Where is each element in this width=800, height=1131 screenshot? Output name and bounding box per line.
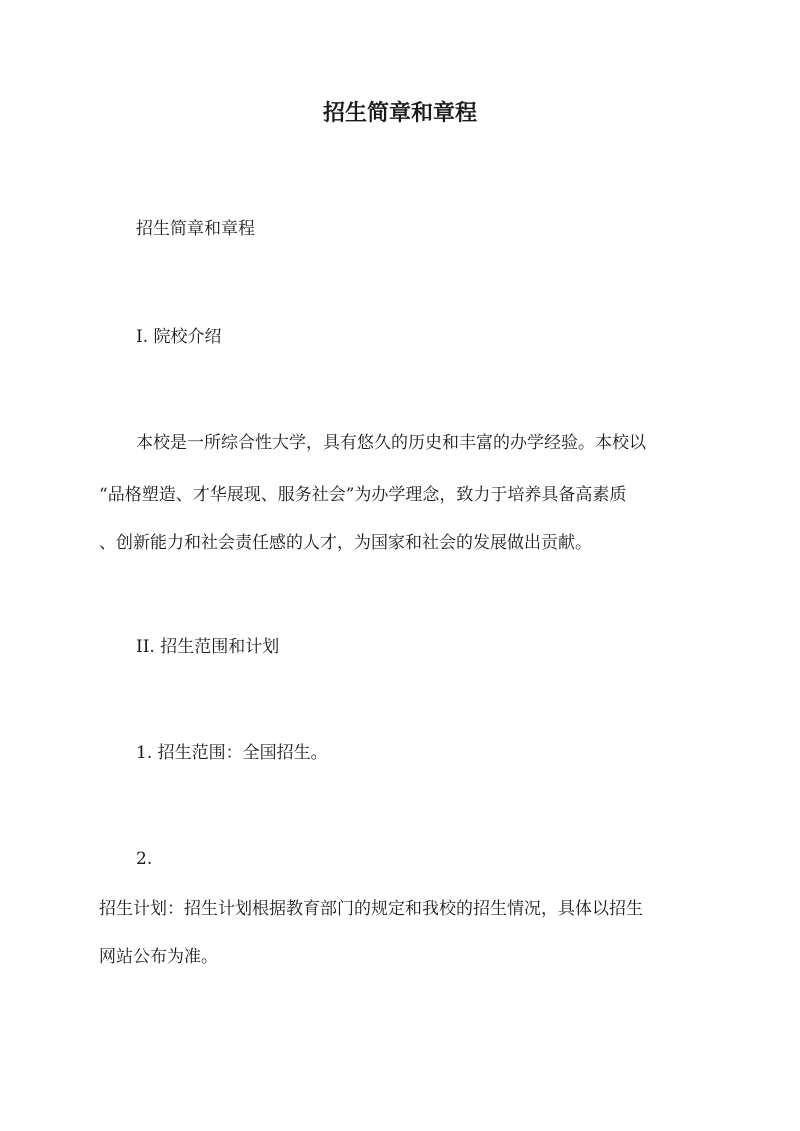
document-subtitle: 招生简章和章程 [136, 219, 255, 239]
document-title: 招生简章和章程 [322, 100, 477, 126]
section-2-heading: II. 招生范围和计划 [136, 637, 280, 657]
section-1-heading: I. 院校介绍 [136, 327, 222, 347]
section-2-item-2-line-1: 招生计划：招生计划根据教育部门的规定和我校的招生情况，具体以招生 [99, 899, 643, 919]
section-1-paragraph-line-1: 本校是一所综合性大学，具有悠久的历史和丰富的办学经验。本校以 [136, 433, 646, 453]
section-2-item-2-line-2: 网站公布为准。 [99, 947, 218, 967]
section-1-paragraph-line-2: “品格塑造、才华展现、服务社会”为办学理念，致力于培养具备高素质 [99, 485, 627, 505]
section-1-paragraph-line-3: 、创新能力和社会责任感的人才，为国家和社会的发展做出贡献。 [99, 533, 592, 553]
section-2-item-1: 1. 招生范围：全国招生。 [136, 743, 328, 763]
section-2-item-2-number: 2. [136, 849, 153, 869]
